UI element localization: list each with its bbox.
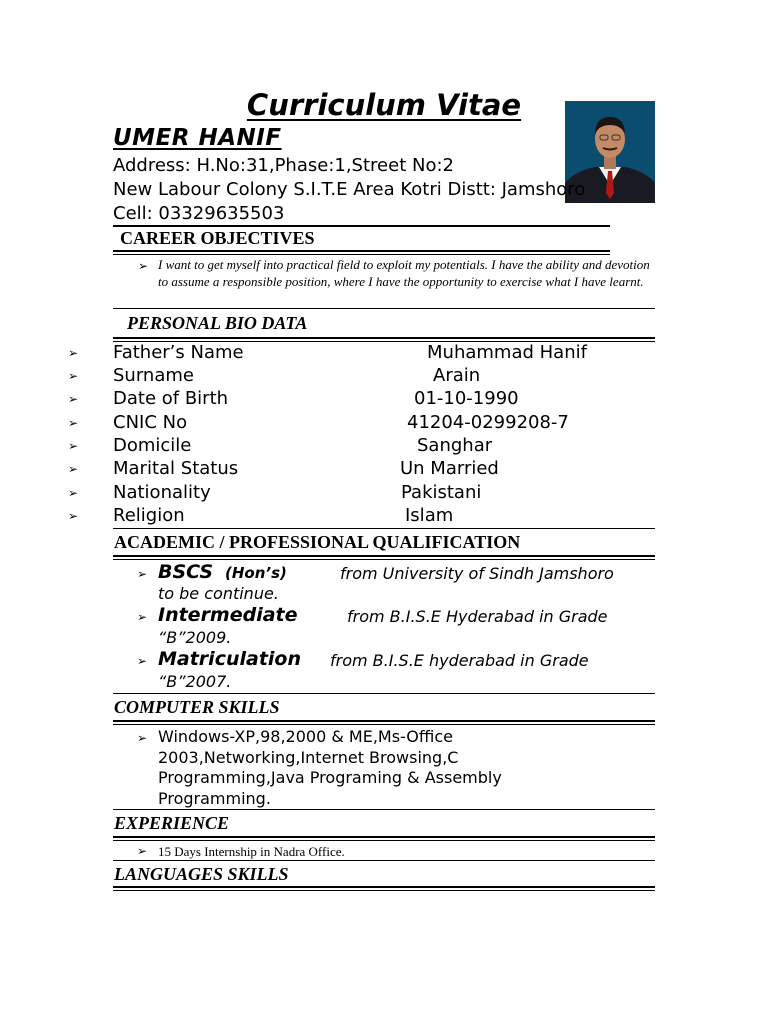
bullet-arrow-icon: ➢: [137, 731, 148, 745]
bullet-arrow-icon: ➢: [138, 259, 149, 273]
bio-label-date-of-birth: Date of Birth: [113, 388, 229, 409]
degree-bscs: BSCS: [158, 561, 214, 583]
personal-bio-heading: PERSONAL BIO DATA: [127, 313, 308, 333]
divider: [113, 528, 655, 529]
bio-value-marital-status: Un Married: [400, 458, 499, 479]
bio-label-cnic: CNIC No: [113, 412, 188, 433]
bio-label-nationality: Nationality: [113, 482, 211, 503]
bio-value-religion: Islam: [405, 505, 454, 526]
divider: [113, 693, 655, 694]
bullet-arrow-icon: ➢: [137, 654, 148, 668]
candidate-name: UMER HANIF: [113, 125, 282, 151]
bio-label-religion: Religion: [113, 505, 185, 526]
bullet-arrow-icon: ➢: [137, 567, 148, 581]
bio-value-domicile: Sanghar: [417, 435, 493, 456]
degree-matriculation: Matriculation: [158, 648, 301, 670]
experience-heading: EXPERIENCE: [114, 813, 230, 833]
divider: [113, 890, 655, 891]
languages-heading: LANGUAGES SKILLS: [114, 864, 289, 884]
divider: [113, 250, 610, 252]
bullet-arrow-icon: ➢: [68, 439, 79, 453]
bullet-arrow-icon: ➢: [68, 369, 79, 383]
address-line-2: New Labour Colony S.I.T.E Area Kotri Distt: Jamshoro: [113, 179, 586, 200]
bio-value-cnic: 41204-0299208-7: [407, 412, 569, 433]
degree-matriculation-grade: “B”2007.: [158, 672, 232, 691]
bullet-arrow-icon: ➢: [68, 486, 79, 500]
bio-label-domicile: Domicile: [113, 435, 192, 456]
divider: [113, 308, 655, 309]
divider: [113, 724, 655, 725]
career-objectives-heading: CAREER OBJECTIVES: [120, 228, 315, 248]
bio-value-fathers-name: Muhammad Hanif: [427, 342, 587, 363]
divider: [113, 840, 655, 841]
divider: [113, 559, 655, 560]
experience-item: 15 Days Internship in Nadra Office.: [158, 844, 345, 859]
divider: [113, 886, 655, 888]
divider: [113, 720, 655, 722]
address-line-1: Address: H.No:31,Phase:1,Street No:2: [113, 155, 454, 176]
degree-bscs-note: (Hon’s): [225, 564, 287, 582]
bio-value-nationality: Pakistani: [401, 482, 482, 503]
computer-skills-heading: COMPUTER SKILLS: [114, 697, 280, 717]
bullet-arrow-icon: ➢: [137, 844, 148, 858]
computer-skills-text: Windows-XP,98,2000 & ME,Ms-Office 2003,Networking,Internet Browsing,C Programming,Java Programing & Assembly Programming.: [158, 727, 502, 808]
divider: [113, 836, 655, 838]
degree-intermediate-from: from B.I.S.E Hyderabad in Grade: [347, 607, 608, 626]
bullet-arrow-icon: ➢: [137, 610, 148, 624]
degree-intermediate: Intermediate: [158, 604, 298, 626]
degree-bscs-status: to be continue.: [158, 584, 279, 603]
bio-value-surname: Arain: [433, 365, 481, 386]
degree-bscs-from: from University of Sindh Jamshoro: [340, 564, 614, 583]
bullet-arrow-icon: ➢: [68, 509, 79, 523]
divider: [113, 337, 655, 339]
divider: [113, 254, 610, 255]
bio-value-date-of-birth: 01-10-1990: [414, 388, 519, 409]
bio-label-marital-status: Marital Status: [113, 458, 239, 479]
bullet-arrow-icon: ➢: [68, 416, 79, 430]
academic-heading: ACADEMIC / PROFESSIONAL QUALIFICATION: [114, 532, 521, 552]
divider: [113, 809, 655, 810]
divider: [113, 225, 610, 227]
bio-label-surname: Surname: [113, 365, 194, 386]
divider: [113, 555, 655, 557]
bullet-arrow-icon: ➢: [68, 462, 79, 476]
degree-matriculation-from: from B.I.S.E hyderabad in Grade: [330, 651, 589, 670]
cell-number: Cell: 03329635503: [113, 203, 285, 224]
degree-intermediate-grade: “B”2009.: [158, 628, 232, 647]
bullet-arrow-icon: ➢: [68, 346, 79, 360]
bullet-arrow-icon: ➢: [68, 392, 79, 406]
bio-label-fathers-name: Father’s Name: [113, 342, 244, 363]
cv-title: Curriculum Vitae: [246, 88, 522, 122]
divider: [113, 860, 655, 861]
career-objective-text: I want to get myself into practical field to exploit my potentials. I have the ability and devotion to assume a responsible position, where I have the opportunity to exercise what I have learnt.: [158, 257, 650, 289]
